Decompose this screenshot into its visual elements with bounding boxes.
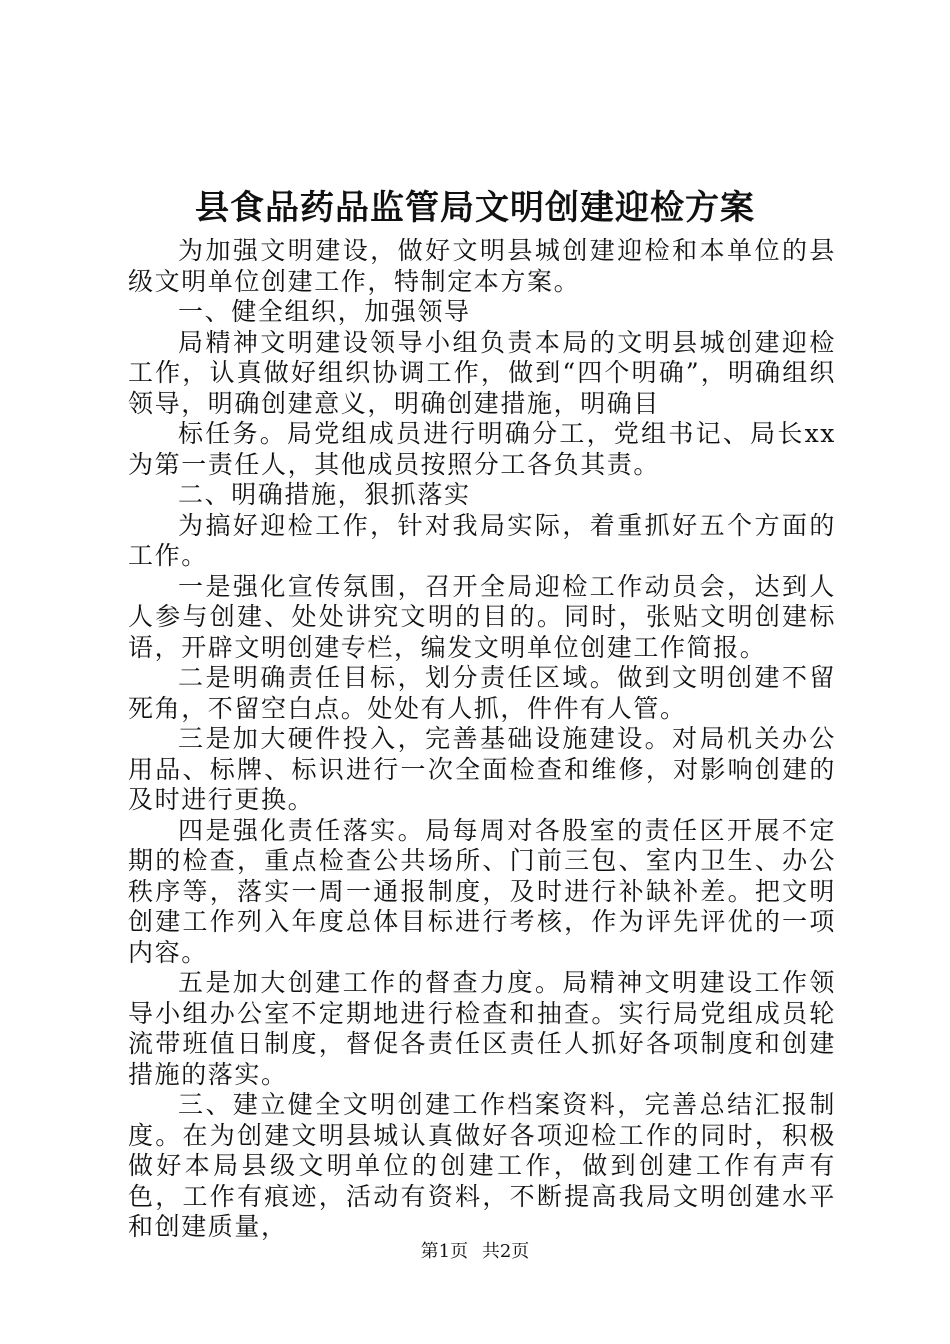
- paragraph: 局精神文明建设领导小组负责本局的文明县城创建迎检工作，认真做好组织协调工作，做到“四个明确”，明确组织领导，明确创建意义，明确创建措施，明确目: [128, 327, 836, 418]
- paragraph: 一是强化宣传氛围，召开全局迎检工作动员会，达到人人参与创建、处处讲究文明的目的。同时，张贴文明创建标语，开辟文明创建专栏，编发文明单位创建工作简报。: [128, 571, 836, 662]
- document-title: 县食品药品监管局文明创建迎检方案: [195, 188, 755, 228]
- paragraph: 为搞好迎检工作，针对我局实际，着重抓好五个方面的工作。: [128, 510, 836, 570]
- page-footer: [0, 1240, 950, 1264]
- document-body: [128, 236, 836, 1243]
- section-heading-3: 三、建立健全文明创建工作档案资料，完善总结汇报制度。在为创建文明县城认真做好各项迎检工作的同时，积极做好本局县级文明单位的创建工作，做到创建工作有声有色，工作有痕迹，活动有资料，不断提高我局文明创建水平和创建质量，: [128, 1090, 836, 1241]
- paragraph: 四是强化责任落实。局每周对各股室的责任区开展不定期的检查，重点检查公共场所、门前三包、室内卫生、办公秩序等，落实一周一通报制度，及时进行补缺补差。把文明创建工作列入年度总体目标进行考核，作为评先评优的一项内容。: [128, 815, 836, 967]
- section-heading-2: 二、明确措施，狠抓落实: [178, 480, 471, 509]
- paragraph: 标任务。局党组成员进行明确分工，党组书记、局长xx为第一责任人，其他成员按照分工各负其责。: [128, 419, 836, 479]
- paragraph-intro: 为加强文明建设，做好文明县城创建迎检和本单位的县级文明单位创建工作，特制定本方案。: [128, 236, 836, 296]
- paragraph: 二是明确责任目标，划分责任区域。做到文明创建不留死角，不留空白点。处处有人抓，件件有人管。: [128, 663, 836, 723]
- page-number: 第1页: [420, 1241, 469, 1262]
- paragraph: 三是加大硬件投入，完善基础设施建设。对局机关办公用品、标牌、标识进行一次全面检查和维修，对影响创建的及时进行更换。: [128, 724, 836, 814]
- page-total: 共2页: [481, 1241, 530, 1262]
- paragraph: 五是加大创建工作的督查力度。局精神文明建设工作领导小组办公室不定期地进行检查和抽查。实行局党组成员轮流带班值日制度，督促各责任区责任人抓好各项制度和创建措施的落实。: [128, 968, 836, 1089]
- section-heading-1: 一、健全组织，加强领导: [178, 297, 471, 326]
